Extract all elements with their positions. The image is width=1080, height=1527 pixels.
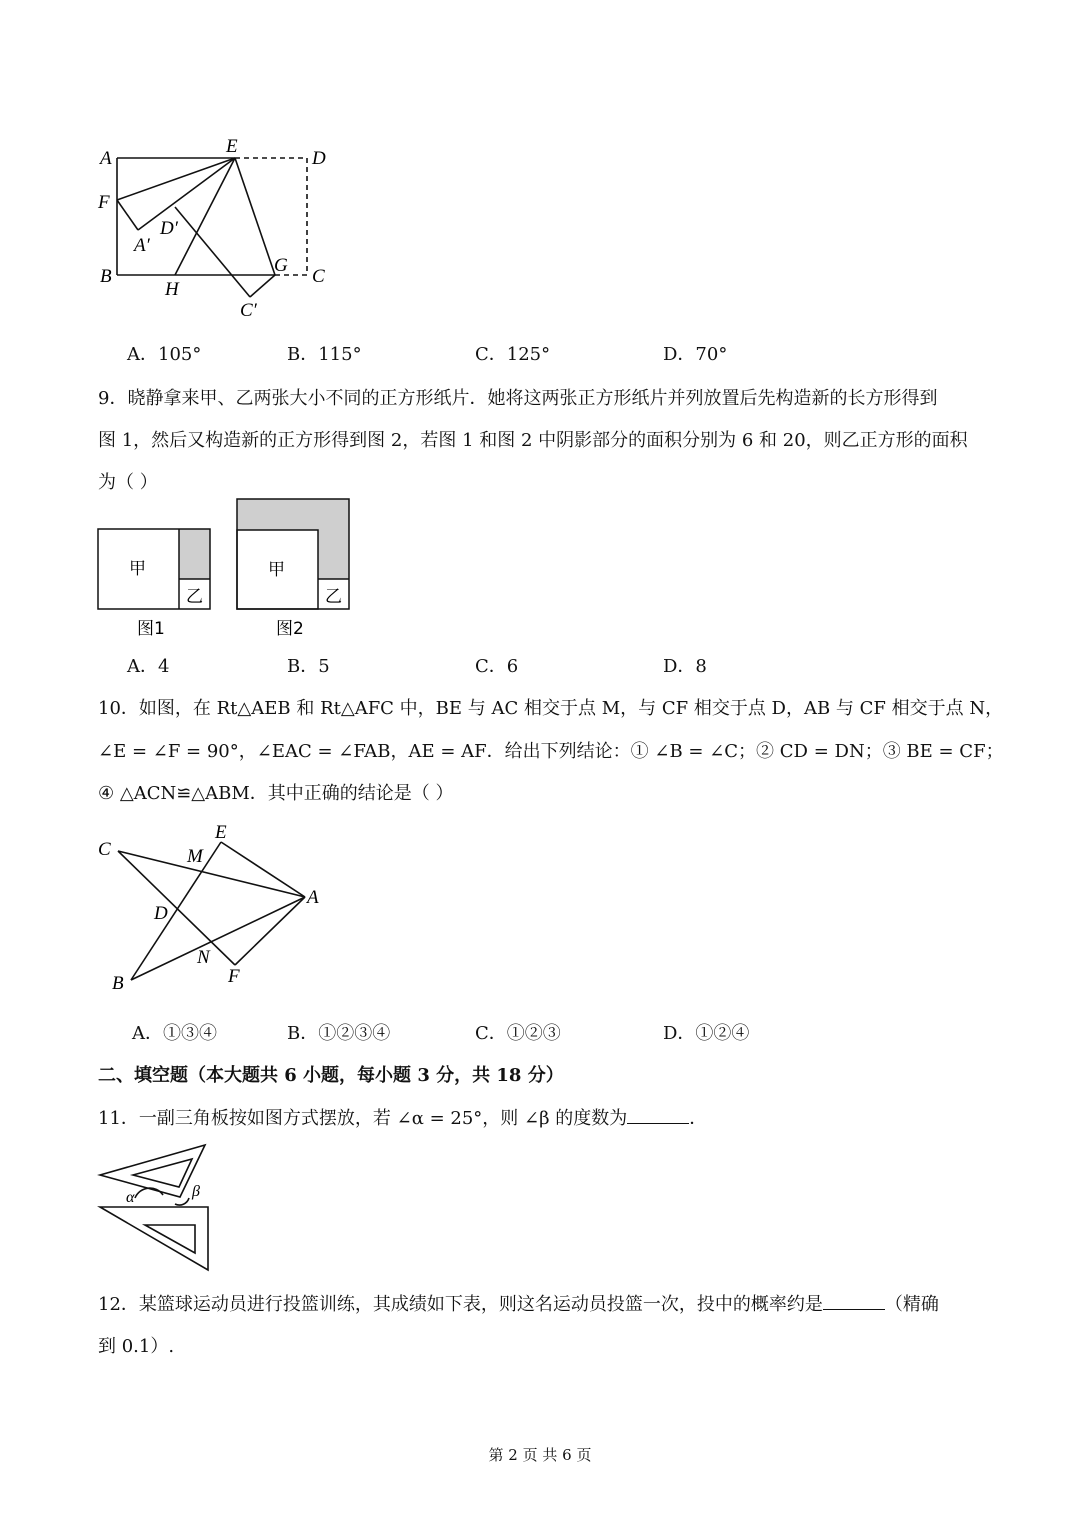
q10-label-D: D — [154, 903, 168, 924]
q9-figure-2 — [234, 496, 354, 644]
q8-label-D: D — [312, 148, 326, 169]
q8-label-A: A — [100, 148, 112, 169]
q10-figure — [90, 815, 340, 995]
q9-fig1-yi-label: 乙 — [186, 587, 203, 607]
q8-label-H: H — [165, 279, 179, 300]
q8-label-Dprime: D′ — [160, 218, 178, 239]
q9-option-c[interactable]: C．6 — [475, 656, 519, 677]
q12-text-line1 — [98, 1290, 939, 1316]
q8-option-c[interactable]: C．125° — [475, 344, 551, 365]
q8-option-a[interactable]: A．105° — [127, 344, 202, 365]
q12-text-before: 12．某篮球运动员进行投篮训练，其成绩如下表，则这名运动员投篮一次，投中的概率约是 — [98, 1294, 823, 1315]
q10-label-E: E — [215, 822, 227, 843]
q8-option-b[interactable]: B．115° — [287, 344, 362, 365]
q8-option-d[interactable]: D．70° — [663, 344, 728, 365]
q11-figure — [95, 1140, 220, 1275]
q9-text-line3: 为（ ） — [98, 472, 158, 493]
q11-text-before: 11．一副三角板按如图方式摆放，若 ∠α = 25°，则 ∠β 的度数为 — [98, 1108, 628, 1129]
q8-label-Aprime: A′ — [134, 235, 150, 256]
q9-fig1-caption: 图1 — [137, 619, 165, 639]
q9-option-d[interactable]: D．8 — [663, 656, 707, 677]
q10-label-F: F — [228, 966, 240, 987]
q10-label-M: M — [187, 846, 203, 867]
q9-figure-1 — [96, 526, 216, 644]
section-2-heading: 二、填空题（本大题共 6 小题，每小题 3 分，共 18 分） — [98, 1065, 564, 1086]
q11-text-after: ． — [689, 1108, 708, 1129]
q12-text-line2: 到 0.1）. — [98, 1336, 175, 1357]
q10-label-N: N — [197, 947, 210, 968]
q10-option-a[interactable]: A．①③④ — [132, 1023, 217, 1044]
q10-label-B: B — [112, 973, 124, 994]
q8-label-G: G — [274, 255, 288, 276]
q8-label-B: B — [100, 266, 112, 287]
q9-fig2-jia-label: 甲 — [268, 560, 285, 580]
q9-option-b[interactable]: B．5 — [287, 656, 330, 677]
q9-text-line2: 图 1，然后又构造新的正方形得到图 2，若图 1 和图 2 中阴影部分的面积分别为 6 和 20，则乙正方形的面积 — [98, 430, 968, 451]
q11-text — [98, 1104, 707, 1130]
q10-option-d[interactable]: D．①②④ — [663, 1023, 750, 1044]
q10-label-C: C — [98, 839, 111, 860]
q8-label-C: C — [312, 266, 325, 287]
q12-text-after: （精确 — [884, 1294, 939, 1315]
q11-label-beta: β — [192, 1183, 200, 1200]
q12-answer-blank[interactable] — [823, 1291, 885, 1310]
q10-text-line3: ④ △ACN≌△ABM．其中正确的结论是（ ） — [98, 783, 454, 804]
q10-text-line2: ∠E = ∠F = 90°，∠EAC = ∠FAB，AE = AF．给出下列结论：① ∠B = ∠C；② CD = DN；③ BE = CF； — [98, 741, 1004, 762]
q9-fig2-caption: 图2 — [276, 619, 304, 639]
q8-figure — [90, 135, 350, 325]
q9-option-a[interactable]: A．4 — [127, 656, 170, 677]
q9-fig2-yi-label: 乙 — [325, 587, 342, 607]
q8-label-F: F — [98, 192, 110, 213]
q11-answer-blank[interactable] — [627, 1105, 689, 1124]
q8-label-Cprime: C′ — [240, 300, 257, 321]
q8-label-E: E — [226, 136, 238, 157]
q9-text-line1: 9．晓静拿来甲、乙两张大小不同的正方形纸片．她将这两张正方形纸片并列放置后先构造新的长方形得到 — [98, 388, 938, 409]
q10-label-A: A — [307, 887, 319, 908]
page-footer: 第 2 页 共 6 页 — [488, 1446, 592, 1464]
q10-text-line1: 10．如图，在 Rt△AEB 和 Rt△AFC 中，BE 与 AC 相交于点 M，与 CF 相交于点 D，AB 与 CF 相交于点 N， — [98, 698, 1004, 719]
q9-fig1-jia-label: 甲 — [129, 559, 146, 579]
q10-option-b[interactable]: B．①②③④ — [287, 1023, 391, 1044]
q11-label-alpha: α — [126, 1189, 135, 1206]
q10-option-c[interactable]: C．①②③ — [475, 1023, 561, 1044]
